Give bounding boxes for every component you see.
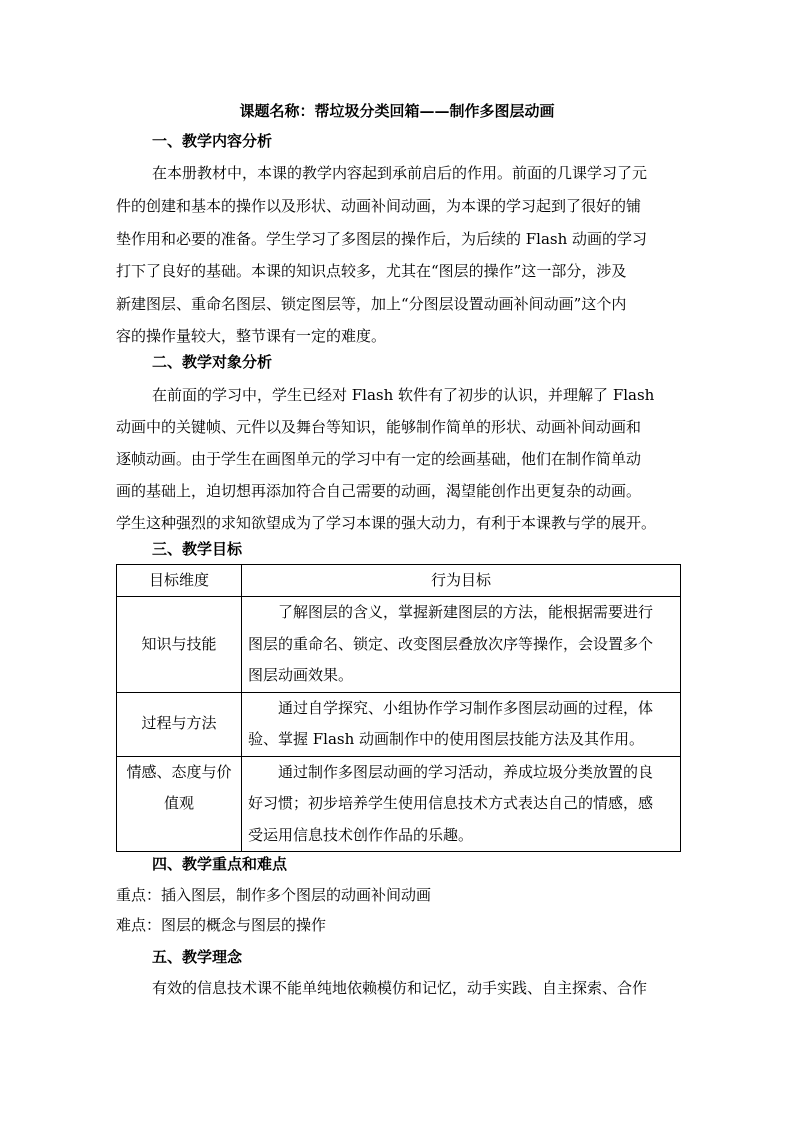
teaching-goals-table	[116, 564, 681, 852]
table-header-target: 行为目标	[430, 571, 491, 589]
paragraph-line: 逐帧动画。由于学生在画图单元的学习中有一定的绘画基础，他们在制作简单动	[116, 450, 642, 468]
difficulty-line: 难点：图层的概念与图层的操作	[116, 916, 327, 934]
section-heading-content-analysis: 一、教学内容分析	[152, 132, 273, 150]
goal-dimension: 知识与技能	[141, 634, 217, 653]
section-heading-key-points: 四、教学重点和难点	[152, 855, 288, 873]
key-point-line: 重点：插入图层，制作多个图层的动画补间动画	[116, 886, 432, 904]
section-heading-student-analysis: 二、教学对象分析	[152, 353, 273, 371]
paragraph-line: 在本册教材中，本课的教学内容起到承前启后的作用。前面的几课学习了元	[152, 164, 648, 182]
table-header-row	[117, 565, 681, 597]
paragraph-line: 学生这种强烈的求知欲望成为了学习本课的强大动力，有利于本课教与学的展开。	[116, 514, 657, 532]
section-heading-teaching-goals: 三、教学目标	[152, 540, 243, 558]
goal-dimension: 值观	[163, 794, 194, 812]
goal-target-line: 通过自学探究、小组协作学习制作多图层动画的过程，体	[278, 698, 654, 717]
paragraph-line: 动画中的关键帧、元件以及舞台等知识，能够制作简单的形状、动画补间动画和	[116, 418, 642, 436]
goal-target-line: 受运用信息技术创作作品的乐趣。	[248, 825, 474, 844]
paragraph-line: 在前面的学习中，学生已经对 Flash 软件有了初步的认识，并理解了 Flash	[152, 386, 655, 404]
paragraph-line: 画的基础上，迫切想再添加符合自己需要的动画，渴望能创作出更复杂的动画。	[116, 482, 642, 500]
paragraph-line: 件的创建和基本的操作以及形状、动画补间动画，为本课的学习起到了很好的铺	[116, 197, 642, 215]
paragraph-line: 垫作用和必要的准备。学生学习了多图层的操作后，为后续的 Flash 动画的学习	[116, 230, 648, 248]
section-heading-teaching-philosophy: 五、教学理念	[152, 948, 243, 966]
table-row	[117, 756, 681, 852]
page-title: 课题名称：帮垃圾分类回箱——制作多图层动画	[239, 102, 555, 120]
goal-target-line: 验、掌握 Flash 动画制作中的使用图层技能方法及其作用。	[248, 730, 645, 748]
goal-target-line: 好习惯；初步培养学生使用信息技术方式表达自己的情感，感	[248, 794, 654, 812]
table-row	[117, 692, 681, 756]
goal-target-line: 了解图层的含义，掌握新建图层的方法，能根据需要进行	[278, 603, 654, 621]
paragraph-line: 有效的信息技术课不能单纯地依赖模仿和记忆，动手实践、自主探索、合作	[152, 979, 648, 997]
goal-target-line: 通过制作多图层动画的学习活动，养成垃圾分类放置的良	[278, 762, 654, 781]
goal-target-line: 图层动画效果。	[248, 666, 354, 684]
table-header-dimension: 目标维度	[148, 571, 209, 589]
goal-target-line: 图层的重命名、锁定、改变图层叠放次序等操作，会设置多个	[248, 634, 654, 653]
paragraph-line: 新建图层、重命名图层、锁定图层等，加上“分图层设置动画补间动画”这个内	[116, 295, 627, 313]
table-row	[117, 597, 681, 693]
paragraph-line: 容的操作量较大，整节课有一定的难度。	[116, 327, 387, 345]
paragraph-line: 打下了良好的基础。本课的知识点较多，尤其在“图层的操作”这一部分，涉及	[116, 262, 627, 280]
goal-dimension: 过程与方法	[141, 714, 217, 733]
goal-dimension: 情感、态度与价	[126, 762, 232, 781]
